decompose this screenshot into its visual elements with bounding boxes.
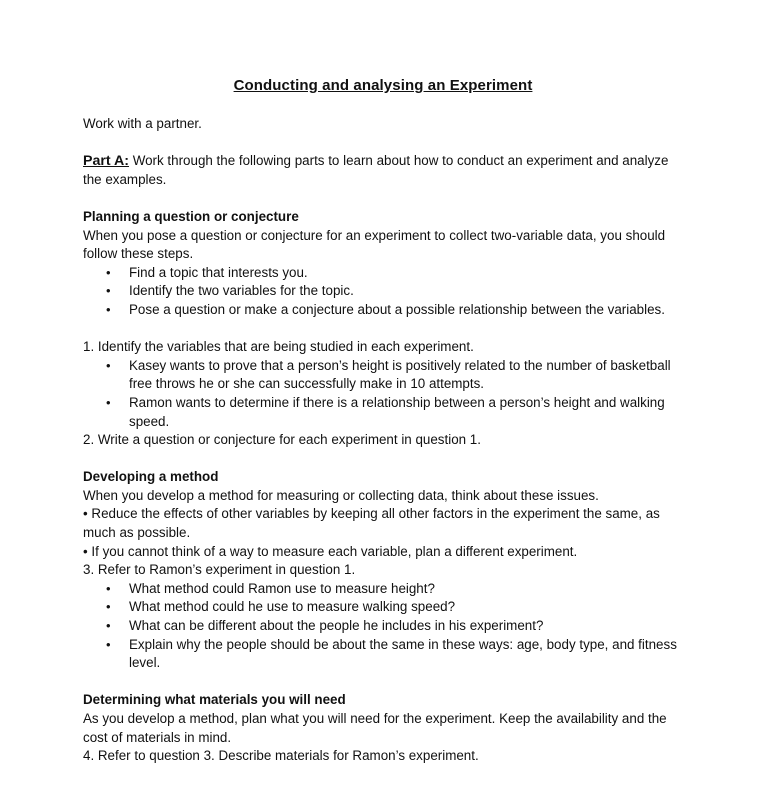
list-item: • Explain why the people should be about the same in these ways: age, body type, and fitness level. (83, 636, 683, 673)
question-2: 2. Write a question or conjecture for each experiment in question 1. (83, 432, 481, 448)
part-a-paragraph (83, 152, 683, 189)
question-3-list (83, 580, 683, 673)
list-item: • What can be different about the people he includes in his experiment? (83, 617, 683, 636)
materials-heading: Determining what materials you will need (83, 692, 346, 708)
list-item: • What method could Ramon use to measure height? (83, 580, 683, 599)
list-item: • Pose a question or make a conjecture about a possible relationship between the variables. (83, 301, 683, 320)
list-item: • Find a topic that interests you. (83, 264, 683, 283)
part-a-text: Work through the following parts to learn about how to conduct an experiment and analyze the examples. (83, 153, 669, 187)
list-item: • What method could he use to measure walking speed? (83, 598, 683, 617)
list-item: • Identify the two variables for the topic. (83, 282, 683, 301)
question-1-list (83, 357, 683, 431)
intro-text: Work with a partner. (83, 116, 202, 131)
method-heading: Developing a method (83, 469, 219, 485)
method-text: When you develop a method for measuring or collecting data, think about these issues. (83, 487, 599, 503)
question-3: 3. Refer to Ramon’s experiment in question 1. (83, 562, 356, 578)
part-a-label: Part A: (83, 153, 129, 170)
method-line-1: • Reduce the effects of other variables by keeping all other factors in the experiment the same, as much as possible. (83, 506, 660, 541)
question-4: 4. Refer to question 3. Describe materials for Ramon’s experiment. (83, 748, 479, 764)
method-line-2: • If you cannot think of a way to measure each variable, plan a different experiment. (83, 543, 578, 559)
list-item: • Ramon wants to determine if there is a relationship between a person’s height and walking speed. (83, 394, 683, 431)
planning-list (83, 264, 683, 320)
planning-text: When you pose a question or conjecture for an experiment to collect two-variable data, you should follow these steps. (83, 227, 666, 262)
page-title: Conducting and analysing an Experiment (233, 77, 533, 94)
document-page (83, 76, 683, 766)
materials-text: As you develop a method, plan what you will need for the experiment. Keep the availability and the cost of materials in mind. (83, 711, 667, 745)
list-item: • Kasey wants to prove that a person’s height is positively related to the number of basketball free throws he or she can successfully make in 10 attempts. (83, 357, 683, 394)
planning-heading: Planning a question or conjecture (83, 208, 299, 224)
question-1: 1. Identify the variables that are being studied in each experiment. (83, 339, 474, 355)
